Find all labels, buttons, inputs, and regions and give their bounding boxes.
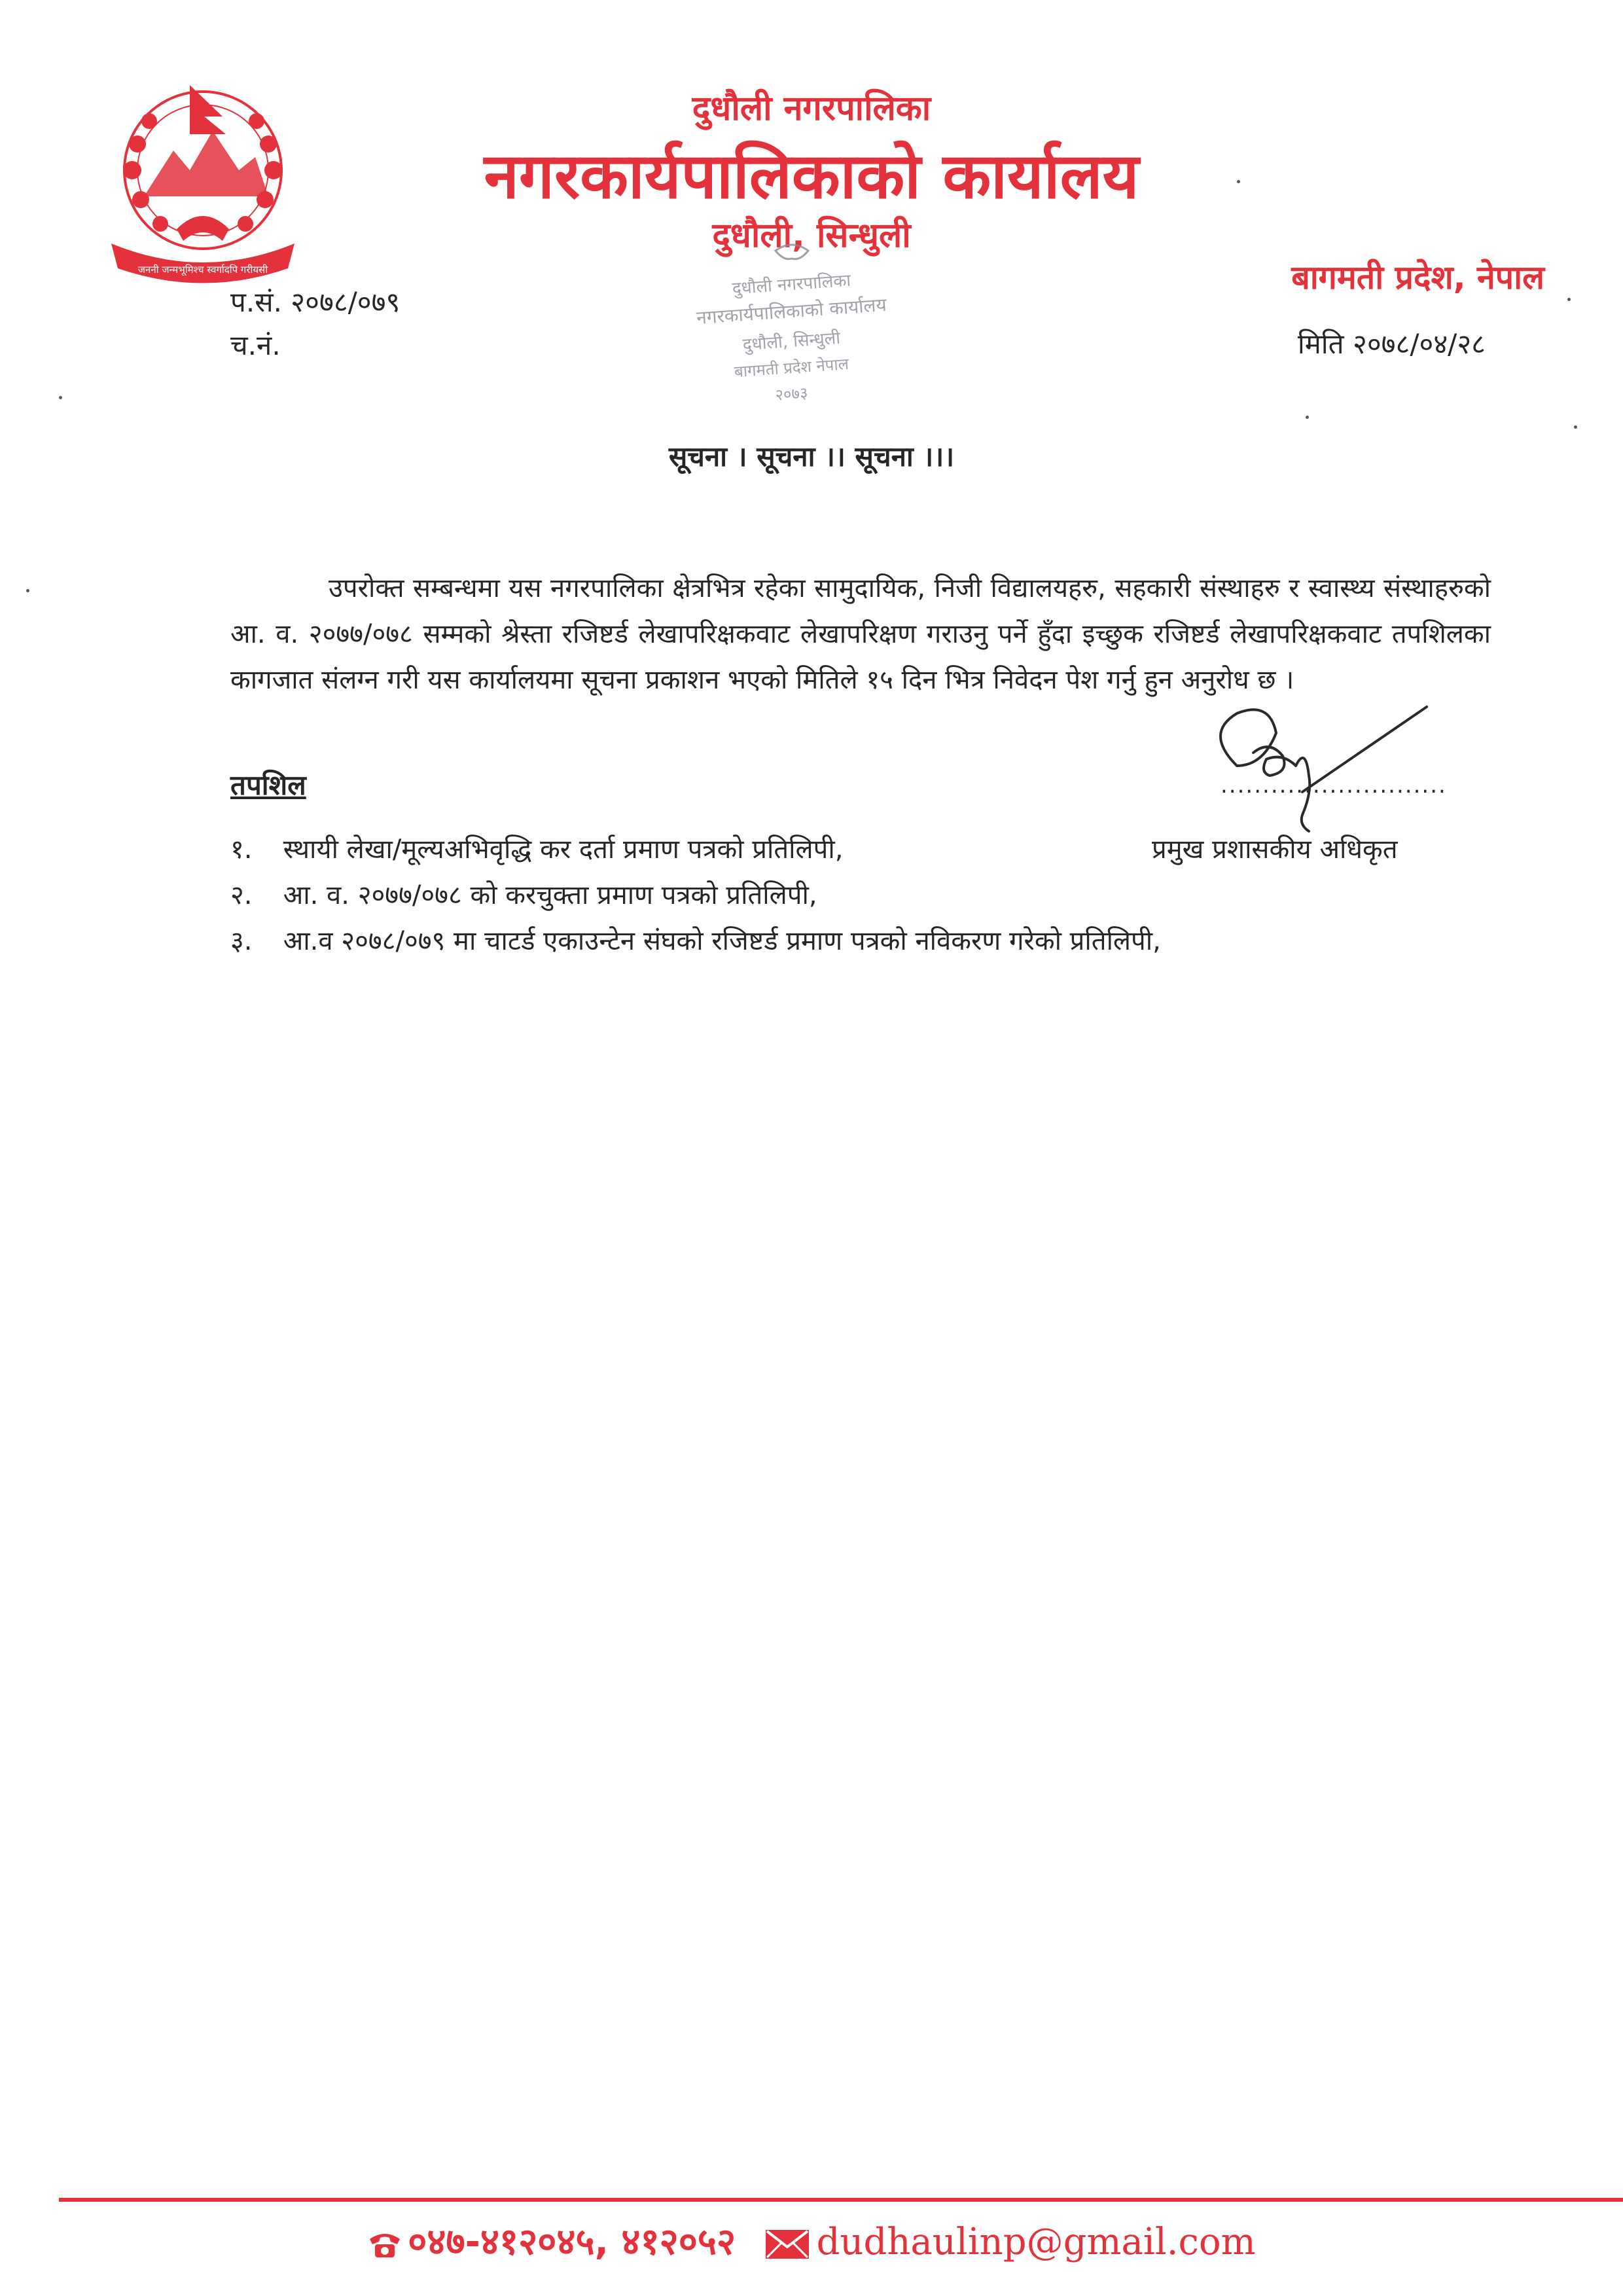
schedule-item bbox=[230, 830, 843, 866]
notice-title: सूचना । सूचना ।। सूचना ।।। bbox=[668, 440, 955, 473]
phone-icon bbox=[367, 2229, 402, 2260]
schedule-item-number: १. bbox=[230, 834, 253, 865]
dispatch-number: च.नं. bbox=[230, 329, 281, 361]
seal-line-4: बागमती प्रदेश नेपाल bbox=[734, 354, 849, 382]
schedule-item-text: आ. व. २०७७/०७८ को करचुक्ता प्रमाण पत्रको प्रतिलिपी, bbox=[283, 880, 817, 910]
footer-contact bbox=[0, 2215, 1623, 2265]
office-seal-stamp bbox=[654, 239, 929, 435]
seal-line-3: दुधौली, सिन्धुली bbox=[741, 328, 841, 355]
scan-speck bbox=[1237, 180, 1240, 183]
scan-speck bbox=[26, 589, 29, 592]
schedule-item-text: स्थायी लेखा/मूल्यअभिवृद्धि कर दर्ता प्रमाण पत्रको प्रतिलिपी, bbox=[283, 834, 844, 865]
seal-line-5: २०७३ bbox=[774, 384, 809, 404]
schedule-heading: तपशिल bbox=[230, 769, 306, 801]
footer-phone: ०४७-४१२०४५, ४१२०५२ bbox=[408, 2221, 736, 2263]
handwritten-signature bbox=[1191, 694, 1466, 844]
emblem-motto: जननी जन्मभूमिश्च स्वर्गादपि गरीयसी bbox=[137, 264, 268, 276]
scan-speck bbox=[1306, 416, 1309, 419]
schedule-item bbox=[230, 876, 817, 912]
scan-speck bbox=[59, 396, 62, 399]
footer-divider bbox=[59, 2198, 1623, 2202]
seal-line-1: दुधौली नगरपालिका bbox=[731, 270, 851, 299]
reference-number: प.सं. २०७८/०७९ bbox=[230, 286, 401, 318]
scan-speck bbox=[1574, 425, 1577, 429]
signature-line: ........................... bbox=[1221, 772, 1447, 798]
scan-speck bbox=[1567, 298, 1571, 301]
schedule-item-text: आ.व २०७८/०७९ मा चाटर्ड एकाउन्टेन संघको रजिष्टर्ड प्रमाण पत्रको नविकरण गरेको प्रतिलिपी, bbox=[283, 926, 1161, 956]
footer-email: dudhaulinp@gmail.com bbox=[816, 2221, 1256, 2263]
letter-date: मिति २०७८/०४/२८ bbox=[1297, 328, 1486, 360]
office-name: नगरकार्यपालिकाको कार्यालय bbox=[484, 139, 1139, 213]
province-name: बागमती प्रदेश, नेपाल bbox=[1291, 259, 1544, 296]
municipality-name: दुधौली नगरपालिका bbox=[692, 89, 931, 128]
office-place: दुधौली, सिन्धुली bbox=[712, 216, 911, 255]
schedule-item-number: ३. bbox=[230, 926, 253, 956]
mail-icon bbox=[764, 2227, 810, 2261]
signatory-title: प्रमुख प्रशासकीय अधिकृत bbox=[1152, 834, 1398, 865]
seal-line-2: नगरकार्यपालिकाको कार्यालय bbox=[696, 293, 887, 329]
schedule-item-number: २. bbox=[230, 880, 253, 910]
notice-body: उपरोक्त सम्बन्धमा यस नगरपालिका क्षेत्रभित्र रहेका सामुदायिक, निजी विद्यालयहरु, सहकारी संस्थाहरु र स्वास्थ्य संस्थाहरुको आ. व. २०७७/०७८ सम्मको श्रेस्ता रजिष्टर्ड लेखापरिक्षकवाट लेखापरिक्षण गराउनु पर्ने हुँदा इच्छुक रजिष्टर्ड लेखापरिक्षकवाट तपशिलका कागजात संलग्न गरी यस कार्यालयमा सूचना प्रकाशन भएको मितिले १५ दिन भित्र निवेदन पेश गर्नु हुन अनुरोध छ । bbox=[230, 573, 1491, 695]
schedule-item bbox=[230, 922, 1161, 958]
